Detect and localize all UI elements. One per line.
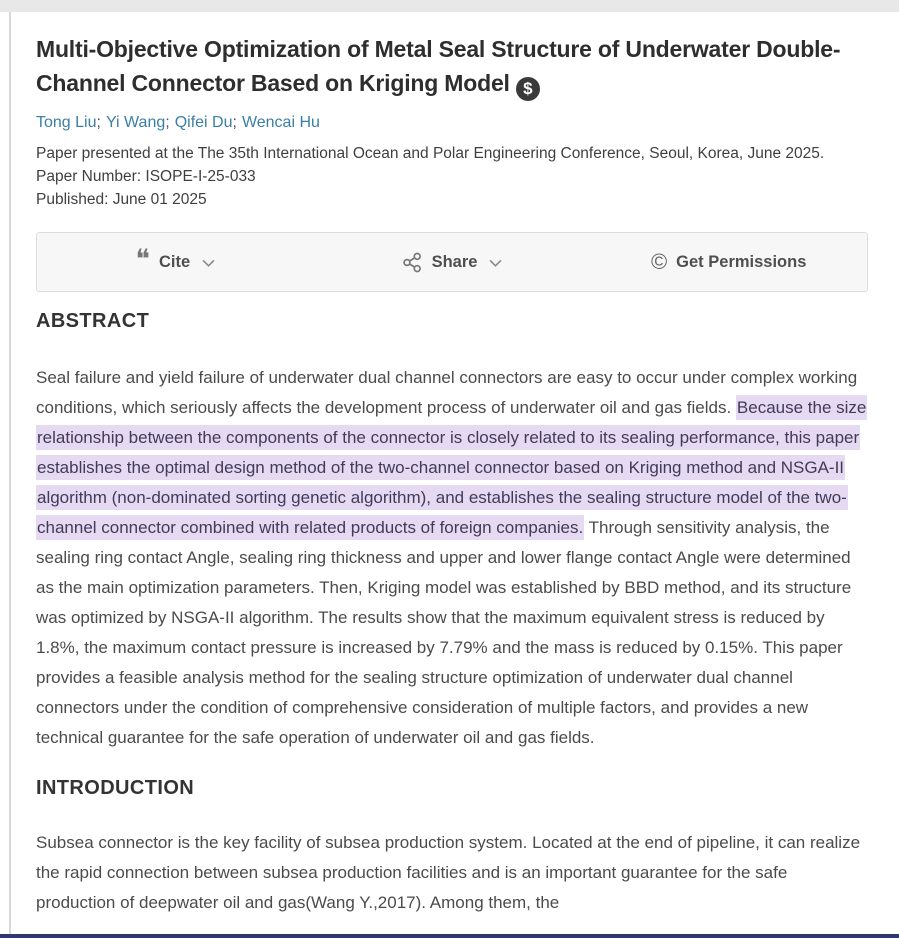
paid-content-icon: $ <box>516 77 540 101</box>
cite-label: Cite <box>159 252 191 271</box>
action-toolbar <box>36 232 868 292</box>
page-title <box>36 32 870 101</box>
article-title-text: Multi-Objective Optimization of Metal Seal Structure of Underwater Double-Channel Connector Based on Kriging Model <box>36 36 841 96</box>
author-link-wencai-hu[interactable]: Wencai Hu <box>241 114 320 131</box>
get-permissions-label: Get Permissions <box>676 252 807 271</box>
quote-icon: ❝ <box>135 243 151 275</box>
presented-line: Paper presented at the The 35th International Ocean and Polar Engineering Conference, Seoul, Korea, June 2025. <box>36 145 825 162</box>
share-label: Share <box>431 252 478 271</box>
paper-number-line: Paper Number: ISOPE-I-25-033 <box>36 168 256 185</box>
author-list <box>36 114 870 132</box>
get-permissions-button[interactable] <box>590 233 867 291</box>
author-link-qifei-du[interactable]: Qifei Du <box>174 114 233 131</box>
page-top-strip <box>0 0 899 12</box>
abstract-highlighted-text: Because the size relationship between the components of the connector is closely related to its sealing performance, this paper establishes the optimal design method of the two-channel connector based on Kriging method and NSGA-II algorithm (non-dominated sorting genetic algorithm), and establishes the sealing structure model of the two-channel connector combined with related products of foreign companies. <box>36 395 867 540</box>
abstract-paragraph <box>36 363 870 753</box>
abstract-text-after-highlight: Through sensitivity analysis, the sealing ring contact Angle, sealing ring thickness and upper and lower flange contact Angle were determined as the main optimization parameters. Then, Kriging model was established by BBD method, and its structure was optimized by NSGA-II algorithm. The results show that the maximum equivalent stress is reduced by 1.8%, the maximum contact pressure is increased by 7.79% and the mass is reduced by 0.15%. This paper provides a feasible analysis method for the sealing structure optimization of underwater dual channel connectors under the condition of comprehensive consideration of multiple factors, and provides a new technical guarantee for the safe operation of underwater oil and gas fields. <box>36 518 852 747</box>
author-separator: ; <box>96 114 101 131</box>
abstract-heading: ABSTRACT <box>36 310 150 332</box>
cite-button[interactable] <box>37 233 314 291</box>
chevron-down-icon <box>489 259 502 268</box>
share-button[interactable] <box>314 233 591 291</box>
chevron-down-icon <box>202 259 215 268</box>
author-link-tong-liu[interactable]: Tong Liu <box>36 114 97 131</box>
abstract-text-before-highlight: Seal failure and yield failure of underwater dual channel connectors are easy to occur under complex working conditions, which seriously affects the development process of underwater oil and gas fields. <box>36 368 858 417</box>
introduction-paragraph: Subsea connector is the key facility of subsea production system. Located at the end of pipeline, it can realize the rapid connection between subsea production facilities and is an important guarantee for the safe production of deepwater oil and gas(Wang Y.,2017). Among them, the <box>36 833 861 912</box>
copyright-icon: © <box>650 249 668 274</box>
page-left-border <box>9 12 11 938</box>
published-line: Published: June 01 2025 <box>36 191 207 208</box>
introduction-heading: INTRODUCTION <box>36 777 195 799</box>
author-link-yi-wang[interactable]: Yi Wang <box>105 114 166 131</box>
author-separator: ; <box>232 114 237 131</box>
paper-meta <box>36 142 870 211</box>
bottom-bar <box>0 934 899 938</box>
author-separator: ; <box>165 114 170 131</box>
article-page <box>36 12 870 918</box>
share-icon <box>402 252 423 273</box>
